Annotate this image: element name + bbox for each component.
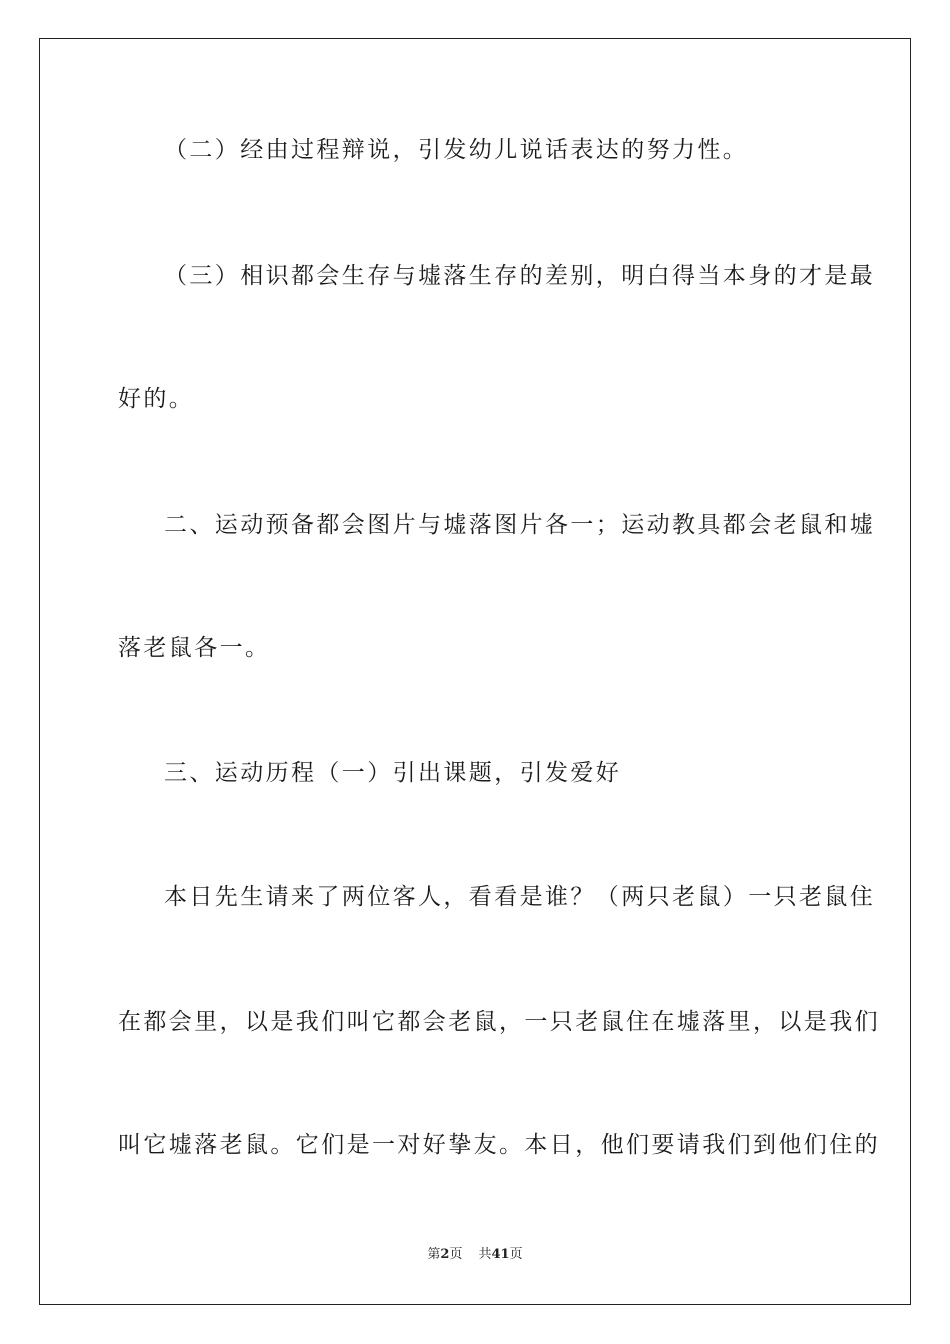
paragraph-line-9: 叫它墟落老鼠。它们是一对好挚友。本日，他们要请我们到他们住的 xyxy=(118,1132,880,1158)
page-suffix: 页 xyxy=(449,1247,463,1262)
total-suffix: 页 xyxy=(509,1247,523,1262)
paragraph-line-3: 好的。 xyxy=(118,386,195,412)
paragraph-line-1: （二）经由过程辩说，引发幼儿说话表达的努力性。 xyxy=(164,137,749,163)
paragraph-line-2: （三）相识都会生存与墟落生存的差别，明白得当本身的才是最 xyxy=(164,263,876,289)
total-pages: 41 xyxy=(491,1247,510,1262)
paragraph-line-5: 落老鼠各一。 xyxy=(118,635,271,661)
page-border xyxy=(39,38,911,1305)
paragraph-line-8: 在都会里，以是我们叫它都会老鼠，一只老鼠住在墟落里，以是我们 xyxy=(118,1009,880,1035)
paragraph-line-6: 三、运动历程（一）引出课题，引发爱好 xyxy=(164,760,622,786)
page-footer xyxy=(0,1246,950,1264)
total-prefix: 共 xyxy=(478,1247,492,1262)
paragraph-line-4: 二、运动预备都会图片与墟落图片各一；运动教具都会老鼠和墟 xyxy=(164,512,876,538)
paragraph-line-7: 本日先生请来了两位客人，看看是谁？（两只老鼠）一只老鼠住 xyxy=(164,884,876,910)
page-number: 2 xyxy=(440,1247,450,1262)
page-prefix: 第 xyxy=(427,1247,441,1262)
